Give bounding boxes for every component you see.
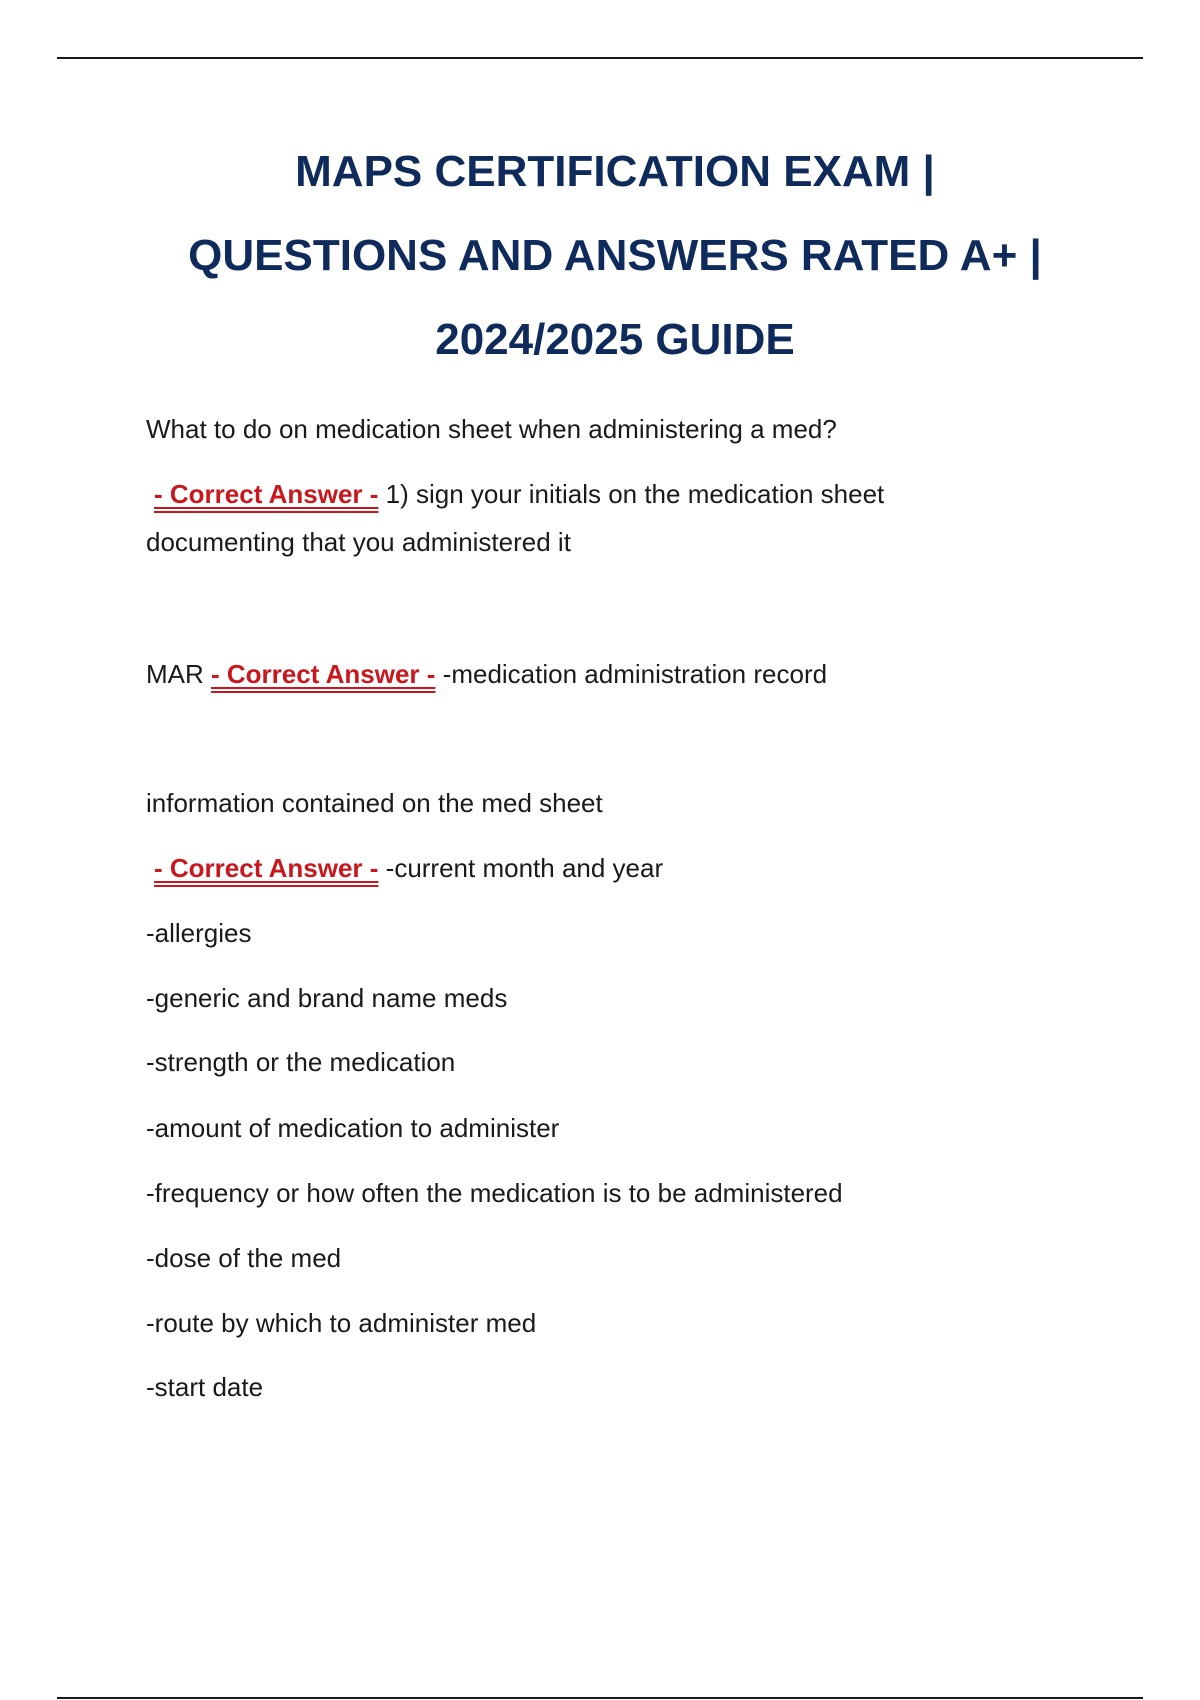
answer-3-item: -dose of the med [146,1243,342,1273]
answer-3-item: -generic and brand name meds [146,983,508,1013]
bottom-rule [57,1697,1143,1699]
title-line-3: 2024/2025 GUIDE [435,315,795,364]
answer-3-item: -allergies [146,918,252,948]
correct-answer-marker: - Correct Answer - [154,479,379,509]
answer-3-item: -start date [146,1372,264,1402]
question-2: MAR [146,659,204,689]
answer-3-item: -strength or the medication [146,1047,456,1077]
answer-1-line-1 [146,478,884,510]
correct-answer-marker: - Correct Answer - [154,853,379,883]
answer-1-line-2: documenting that you administered it [146,527,571,557]
question-3: information contained on the med sheet [146,788,603,818]
answer-3-item: -amount of medication to administer [146,1113,560,1143]
answer-3-item: -route by which to administer med [146,1308,537,1338]
title-line-1: MAPS CERTIFICATION EXAM | [295,147,935,196]
title-line-2: QUESTIONS AND ANSWERS RATED A+ | [188,231,1042,280]
answer-1-text: 1) sign your initials on the medication sheet [385,479,885,509]
answer-3-item: -frequency or how often the medication is to be administered [146,1178,843,1208]
answer-2-text: -medication administration record [442,659,828,689]
answer-3-first: -current month and year [385,853,664,883]
question-answer-2 [146,658,827,690]
document-title [120,130,1110,382]
answer-3-line-1 [146,852,663,884]
correct-answer-marker: - Correct Answer - [211,659,436,689]
top-rule [57,57,1143,59]
question-1: What to do on medication sheet when administering a med? [146,414,837,444]
